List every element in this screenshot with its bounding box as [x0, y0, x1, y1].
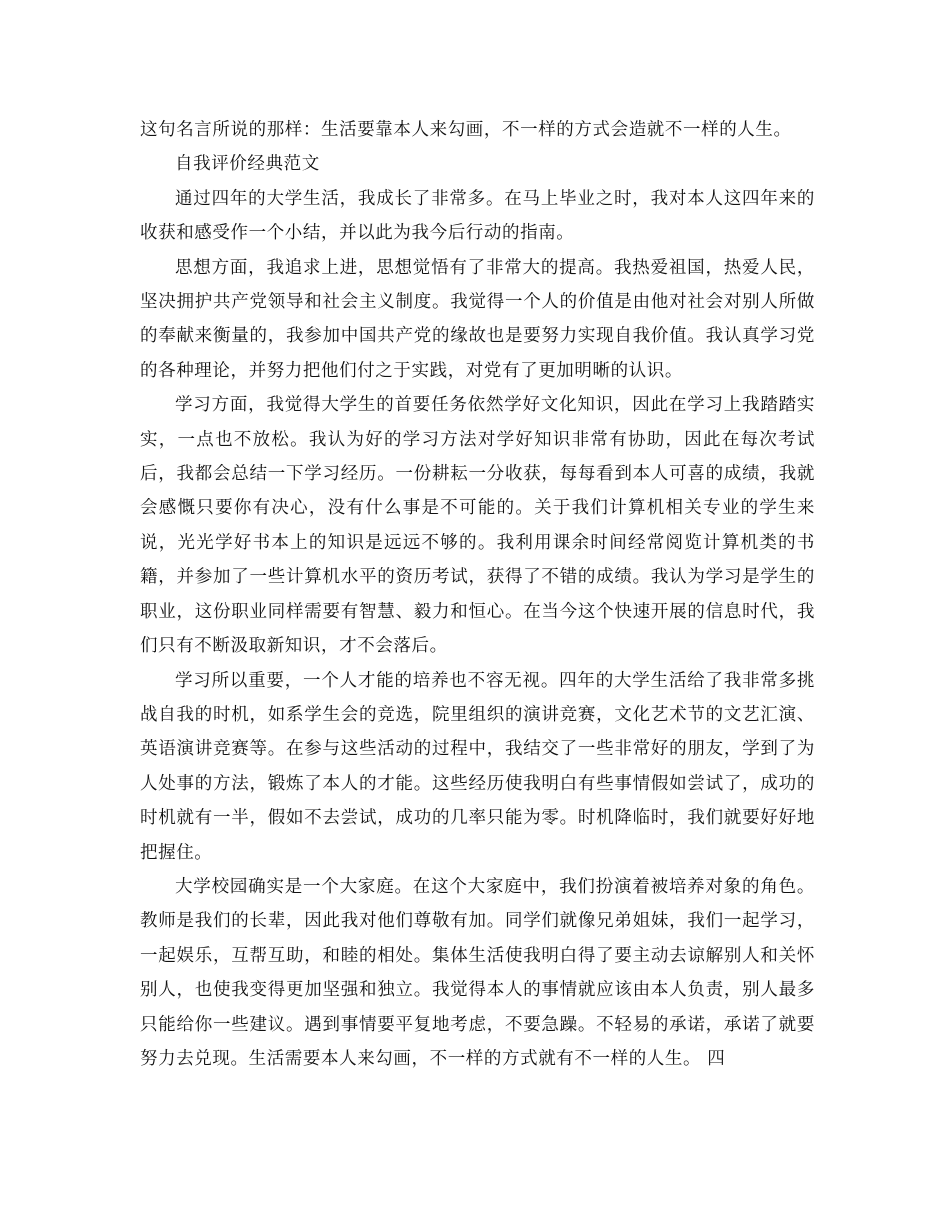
paragraph-continuation: 这句名言所说的那样：生活要靠本人来勾画，不一样的方式会造就不一样的人生。 — [140, 120, 792, 140]
paragraph-campus-life: 大学校园确实是一个大家庭。在这个大家庭中，我们扮演着被培养对象的角色。教师是我们的长辈，因此我对他们尊敬有加。同学们就像兄弟姐妹，我们一起学习，一起娱乐，互帮互助，和睦的相处。集体生活使我明白得了要主动去谅解别人和关怀别人，也使我变得更加坚强和独立。我觉得本人的事情就应该由本人负责，别人最多只能给你一些建议。遇到事情要平复地考虑，不要急躁。不轻易的承诺，承诺了就要努力去兑现。生活需要本人来勾画，不一样的方式就有不一样的人生。 四 — [140, 876, 815, 1069]
section-heading: 自我评价经典范文 — [175, 154, 320, 175]
paragraph-ability: 学习所以重要，一个人才能的培养也不容无视。四年的大学生活给了我非常多挑战自我的时机，如系学生会的竞选，院里组织的演讲竞赛，文化艺术节的文艺汇演、英语演讲竞赛等。在参与这些活动的过程中，我结交了一些非常好的朋友，学到了为人处事的方法，锻炼了本人的才能。这些经历使我明白有些事情假如尝试了，成功的时机就有一半，假如不去尝试，成功的几率只能为零。时机降临时，我们就要好好地把握住。 — [140, 670, 815, 863]
paragraph-thought: 思想方面，我追求上进，思想觉悟有了非常大的提高。我热爱祖国，热爱人民，坚决拥护共产党领导和社会主义制度。我觉得一个人的价值是由他对社会对别人所做的奉献来衡量的，我参加中国共产党的缘故也是要努力实现自我价值。我认真学习党的各种理论，并努力把他们付之于实践，对党有了更加明晰的认识。 — [140, 257, 815, 381]
document-body — [140, 113, 815, 1076]
paragraph-intro: 通过四年的大学生活，我成长了非常多。在马上毕业之时，我对本人这四年来的收获和感受作一个小结，并以此为我今后行动的指南。 — [140, 188, 815, 244]
paragraph-study: 学习方面，我觉得大学生的首要任务依然学好文化知识，因此在学习上我踏踏实实，一点也不放松。我认为好的学习方法对学好知识非常有协助，因此在每次考试后，我都会总结一下学习经历。一份耕耘一分收获，每每看到本人可喜的成绩，我就会感慨只要你有决心，没有什么事是不可能的。关于我们计算机相关专业的学生来说，光光学好书本上的知识是远远不够的。我利用课余时间经常阅览计算机类的书籍，并参加了一些计算机水平的资历考试，获得了不错的成绩。我认为学习是学生的职业，这份职业同样需要有智慧、毅力和恒心。在当今这个快速开展的信息时代，我们只有不断汲取新知识，才不会落后。 — [140, 395, 815, 657]
